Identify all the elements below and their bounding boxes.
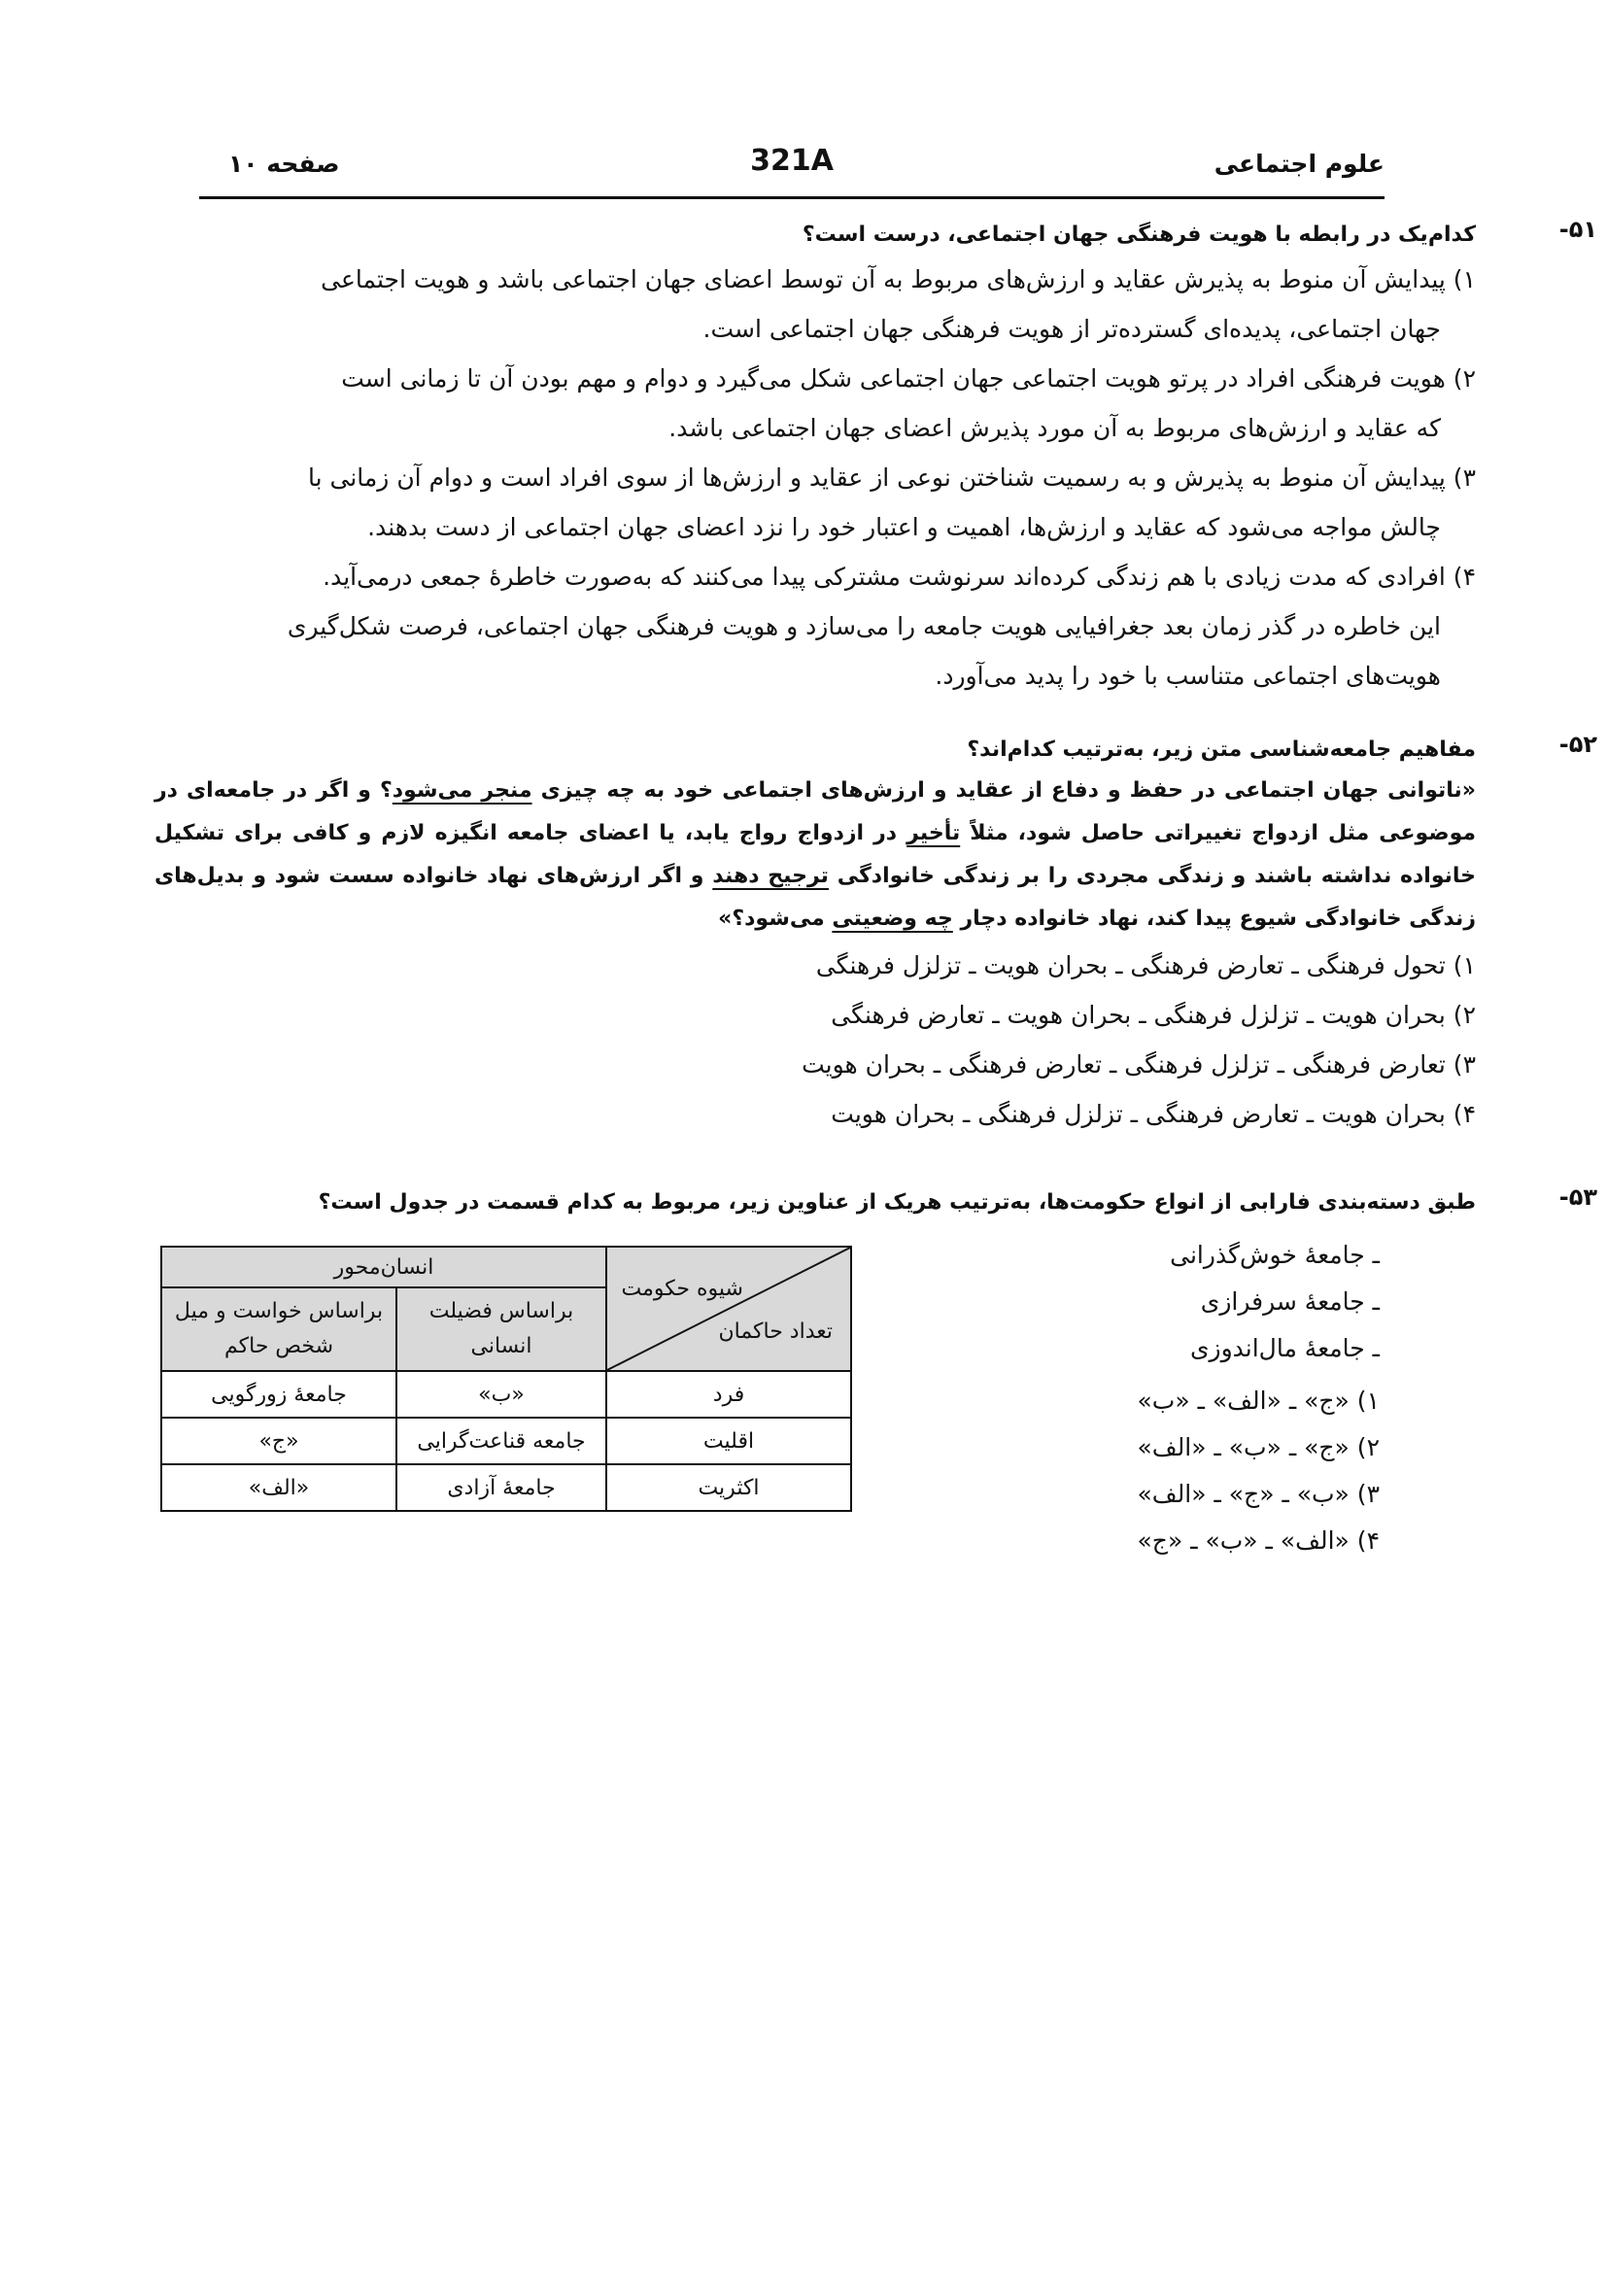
farabi-government-table <box>160 1246 852 1512</box>
option-4[interactable] <box>894 1518 1380 1564</box>
option-label: ۳) <box>1453 463 1476 492</box>
underlined-term: ترجیح دهند <box>712 864 829 888</box>
question-text: مفاهیم جامعه‌شناسی متن زیر، به‌ترتیب کدام‌اند؟ <box>967 737 1476 762</box>
corner-label-rulers: تعداد حاکمان <box>718 1319 833 1344</box>
question-text: طبق دسته‌بندی فارابی از انواع حکومت‌ها، به‌ترتیب هریک از عناوین زیر، مربوط به کدام قسمت در جدول است؟ <box>318 1190 1476 1215</box>
question-passage <box>154 770 1476 941</box>
option-label: ۱) <box>1453 265 1476 293</box>
option-label: ۱) <box>1356 1387 1380 1415</box>
passage-text: می‌شود؟» <box>718 907 833 931</box>
list-item: ـ جامعهٔ سرفرازی <box>1200 1287 1380 1316</box>
option-label: ۳) <box>1453 1050 1476 1079</box>
option-1[interactable] <box>154 941 1476 990</box>
passage-text: ؟ و اگر در جامعه‌ای در موضوعی مثل ازدواج تغییراتی حاصل شود، مثلاً <box>154 778 1477 845</box>
option-2[interactable] <box>154 354 1476 453</box>
question-text: کدام‌یک در رابطه با هویت فرهنگی جهان اجتماعی، درست است؟ <box>802 223 1476 247</box>
option-text-line: هویت‌های اجتماعی متناسب با خود را پدید می‌آورد. <box>935 662 1441 690</box>
table-corner-header <box>606 1247 851 1371</box>
question-number: ۵۲- <box>1558 731 1597 758</box>
list-item: ـ جامعهٔ خوش‌گذرانی <box>1170 1241 1380 1269</box>
passage-text: در ازدواج رواج یابد، یا اعضای جامعه انگیزه لازم و کافی برای تشکیل خانواده نداشته باشند و زندگی مجردی را بر زندگی خانوادگی <box>154 821 1477 888</box>
option-3[interactable] <box>894 1471 1380 1518</box>
table-row <box>161 1464 851 1511</box>
subject-title: علوم اجتماعی <box>1214 150 1385 178</box>
underlined-term: منجر می‌شود <box>392 778 532 803</box>
question-52 <box>154 731 1597 1139</box>
option-label: ۲) <box>1356 1433 1380 1461</box>
option-label: ۲) <box>1453 364 1476 393</box>
option-4[interactable] <box>154 552 1476 701</box>
option-label: ۴) <box>1453 1100 1476 1128</box>
option-text: تعارض فرهنگی ـ تزلزل فرهنگی ـ تعارض فرهنگی ـ بحران هویت <box>802 1050 1446 1079</box>
question-number: ۵۱- <box>1558 216 1597 243</box>
option-text: «ب» ـ «ج» ـ «الف» <box>1137 1480 1350 1508</box>
question-51 <box>154 216 1597 701</box>
option-label: ۲) <box>1453 1001 1476 1029</box>
option-1[interactable] <box>894 1378 1380 1424</box>
option-2[interactable] <box>154 990 1476 1040</box>
passage-text: و اگر ارزش‌های نهاد خانواده سست شود و بدیل‌های زندگی خانوادگی شیوع پیدا کند، نهاد خانواده دچار <box>154 864 1476 931</box>
option-label: ۴) <box>1453 563 1476 591</box>
q53-items-and-options <box>894 1232 1380 1564</box>
option-label: ۳) <box>1356 1480 1380 1508</box>
group-header: انسان‌محور <box>161 1247 606 1287</box>
option-label: ۴) <box>1356 1526 1380 1555</box>
booklet-code: 321A <box>750 144 834 178</box>
option-text: «ج» ـ «ب» ـ «الف» <box>1137 1433 1350 1461</box>
column-header-virtue: براساس فضیلت انسانی <box>396 1287 606 1371</box>
option-text-line: این خاطره در گذر زمان بعد جغرافیایی هویت جامعه را می‌سازد و هویت فرهنگی جهان اجتماعی، فرصت شکل‌گیری <box>287 612 1441 640</box>
option-text-line: پیدایش آن منوط به پذیرش عقاید و ارزش‌های مربوط به آن توسط اعضای جهان اجتماعی باشد و هویت اجتماعی <box>321 265 1446 293</box>
option-2[interactable] <box>894 1424 1380 1471</box>
diagonal-divider <box>607 1248 850 1370</box>
table-cell: فرد <box>606 1371 851 1418</box>
option-text-line: چالش مواجه می‌شود که عقاید و ارزش‌ها، اهمیت و اعتبار خود را نزد اعضای جهان اجتماعی از دست بدهند. <box>367 513 1441 541</box>
passage-text: «ناتوانی جهان اجتماعی در حفظ و دفاع از عقاید و ارزش‌های اجتماعی خود به چه چیزی <box>531 778 1476 803</box>
option-text-line: که عقاید و ارزش‌های مربوط به آن مورد پذیرش اعضای جهان اجتماعی باشد. <box>668 414 1441 442</box>
table-cell: «ب» <box>396 1371 606 1418</box>
table-cell: جامعه قناعت‌گرایی <box>396 1418 606 1464</box>
option-text-line: افرادی که مدت زیادی با هم زندگی کرده‌اند سرنوشت مشترکی پیدا می‌کنند که به‌صورت خاطرهٔ جمعی درمی‌آید. <box>323 563 1446 591</box>
table-row <box>161 1371 851 1418</box>
table-cell: اقلیت <box>606 1418 851 1464</box>
column-header-desire: براساس خواست و میل شخص حاکم <box>161 1287 396 1371</box>
option-text-line: جهان اجتماعی، پدیده‌ای گسترده‌تر از هویت فرهنگی جهان اجتماعی است. <box>702 315 1441 343</box>
option-text: «ج» ـ «الف» ـ «ب» <box>1137 1387 1350 1415</box>
option-3[interactable] <box>154 1040 1476 1089</box>
option-label: ۱) <box>1453 951 1476 979</box>
header-divider <box>199 196 1385 199</box>
table-cell: «ج» <box>161 1418 396 1464</box>
option-text-line: هویت فرهنگی افراد در پرتو هویت اجتماعی جهان اجتماعی شکل می‌گیرد و دوام و مهم بودن آن تا زمانی است <box>341 364 1446 393</box>
option-4[interactable] <box>154 1089 1476 1139</box>
corner-label-governance: شیوه حکومت <box>621 1277 743 1301</box>
option-text: تحول فرهنگی ـ تعارض فرهنگی ـ بحران هویت ـ تزلزل فرهنگی <box>815 951 1446 979</box>
option-text: «الف» ـ «ب» ـ «ج» <box>1137 1526 1350 1555</box>
underlined-term: تأخیر <box>906 821 961 845</box>
option-3[interactable] <box>154 453 1476 552</box>
underlined-term: چه وضعیتی <box>832 907 953 931</box>
option-text-line: پیدایش آن منوط به پذیرش و به رسمیت شناختن نوعی از عقاید و ارزش‌ها از سوی افراد است و دوام آن زمانی با <box>307 463 1446 492</box>
question-number: ۵۳- <box>1558 1183 1597 1211</box>
table-cell: جامعهٔ آزادی <box>396 1464 606 1511</box>
option-text: بحران هویت ـ تزلزل فرهنگی ـ بحران هویت ـ تعارض فرهنگی <box>831 1001 1446 1029</box>
table-row <box>161 1418 851 1464</box>
table-cell: «الف» <box>161 1464 396 1511</box>
table-cell: اکثریت <box>606 1464 851 1511</box>
list-item: ـ جامعهٔ مال‌اندوزی <box>1189 1334 1380 1362</box>
question-53 <box>154 1183 1597 1222</box>
page-number: صفحه ۱۰ <box>228 150 340 178</box>
table-cell: جامعهٔ زورگویی <box>161 1371 396 1418</box>
page-header <box>199 144 1385 190</box>
option-1[interactable] <box>154 255 1476 354</box>
option-text: بحران هویت ـ تعارض فرهنگی ـ تزلزل فرهنگی ـ بحران هویت <box>831 1100 1446 1128</box>
